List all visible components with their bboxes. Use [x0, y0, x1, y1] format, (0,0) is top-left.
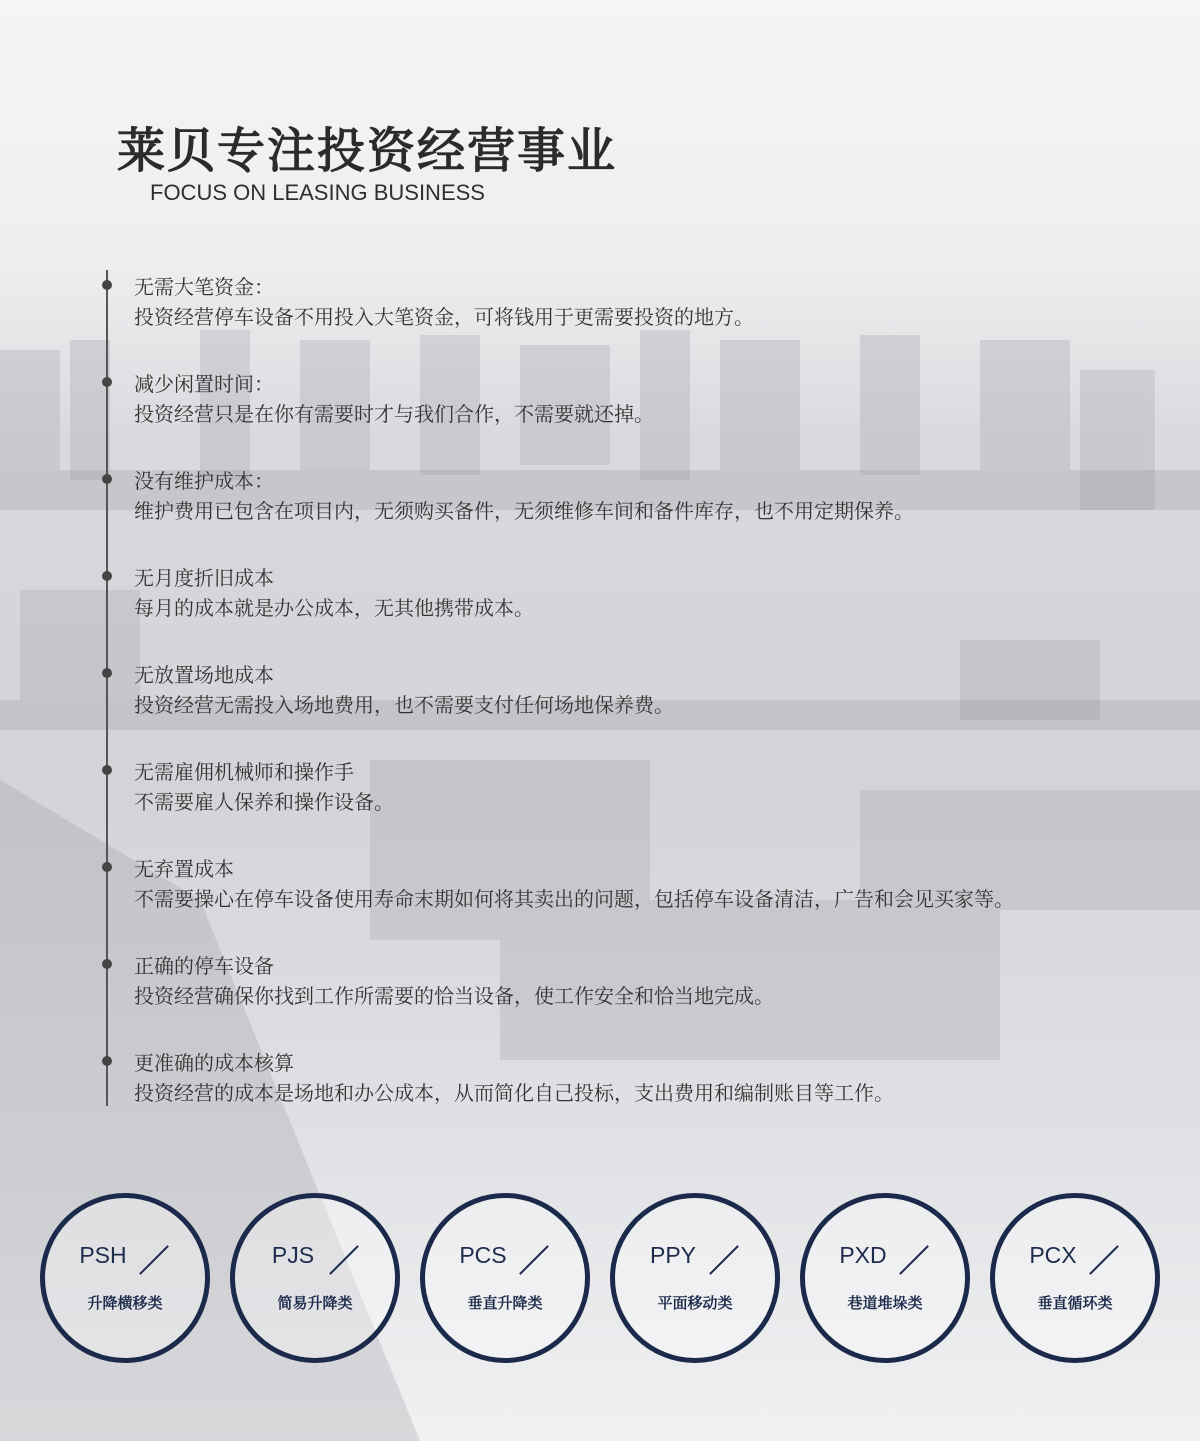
benefit-description: 不需要雇人保养和操作设备。 [134, 790, 394, 814]
category-badge-psh [40, 1193, 210, 1363]
benefit-description: 不需要操心在停车设备使用寿命末期如何将其卖出的问题，包括停车设备清洁，广告和会见买家等。 [134, 887, 1014, 911]
timeline-dot [102, 1056, 112, 1066]
benefit-title: 无月度折旧成本 [134, 566, 274, 590]
page-title: 莱贝专注投资经营事业 [117, 123, 618, 179]
category-code: PCX [1029, 1242, 1077, 1268]
category-name: 垂直循环类 [1037, 1294, 1113, 1312]
benefit-description: 投资经营确保你找到工作所需要的恰当设备，使工作安全和恰当地完成。 [134, 984, 774, 1008]
benefit-title: 无弃置成本 [134, 857, 234, 881]
category-name: 简易升降类 [277, 1294, 353, 1312]
timeline-dot [102, 474, 112, 484]
category-code: PPY [649, 1242, 697, 1268]
category-code: PJS [271, 1242, 315, 1268]
category-code: PCS [459, 1242, 507, 1268]
category-badge-pcs [420, 1193, 590, 1363]
category-name: 垂直升降类 [467, 1294, 543, 1312]
timeline-dot [102, 280, 112, 290]
benefit-description: 投资经营的成本是场地和办公成本，从而简化自己投标，支出费用和编制账目等工作。 [134, 1081, 894, 1105]
benefit-title: 无需雇佣机械师和操作手 [134, 760, 354, 784]
category-badge-pjs [230, 1193, 400, 1363]
benefit-title: 无需大笔资金： [134, 275, 274, 299]
category-code: PSH [79, 1242, 127, 1268]
benefit-title: 减少闲置时间： [134, 372, 274, 396]
benefit-title: 更准确的成本核算 [134, 1051, 294, 1075]
timeline-dot [102, 959, 112, 969]
page-subtitle: FOCUS ON LEASING BUSINESS [150, 180, 485, 205]
timeline-dot [102, 765, 112, 775]
category-name: 升降横移类 [87, 1294, 163, 1312]
category-name: 平面移动类 [657, 1294, 733, 1312]
category-badge-pcx [990, 1193, 1160, 1363]
timeline-dot [102, 668, 112, 678]
benefit-description: 投资经营无需投入场地费用，也不需要支付任何场地保养费。 [134, 693, 674, 717]
benefit-description: 投资经营停车设备不用投入大笔资金，可将钱用于更需要投资的地方。 [134, 305, 754, 329]
benefit-description: 维护费用已包含在项目内，无须购买备件，无须维修车间和备件库存，也不用定期保养。 [134, 499, 914, 523]
timeline-dot [102, 571, 112, 581]
benefit-description: 投资经营只是在你有需要时才与我们合作，不需要就还掉。 [134, 402, 654, 426]
category-badge-ppy [610, 1193, 780, 1363]
category-name: 巷道堆垛类 [847, 1294, 923, 1312]
timeline-dot [102, 377, 112, 387]
benefit-title: 正确的停车设备 [134, 954, 274, 978]
category-badge-pxd [800, 1193, 970, 1363]
benefit-title: 没有维护成本： [134, 469, 274, 493]
timeline-dot [102, 862, 112, 872]
timeline-line [106, 270, 108, 1106]
category-code: PXD [839, 1242, 887, 1268]
benefit-title: 无放置场地成本 [134, 663, 274, 687]
benefit-description: 每月的成本就是办公成本，无其他携带成本。 [134, 596, 534, 620]
